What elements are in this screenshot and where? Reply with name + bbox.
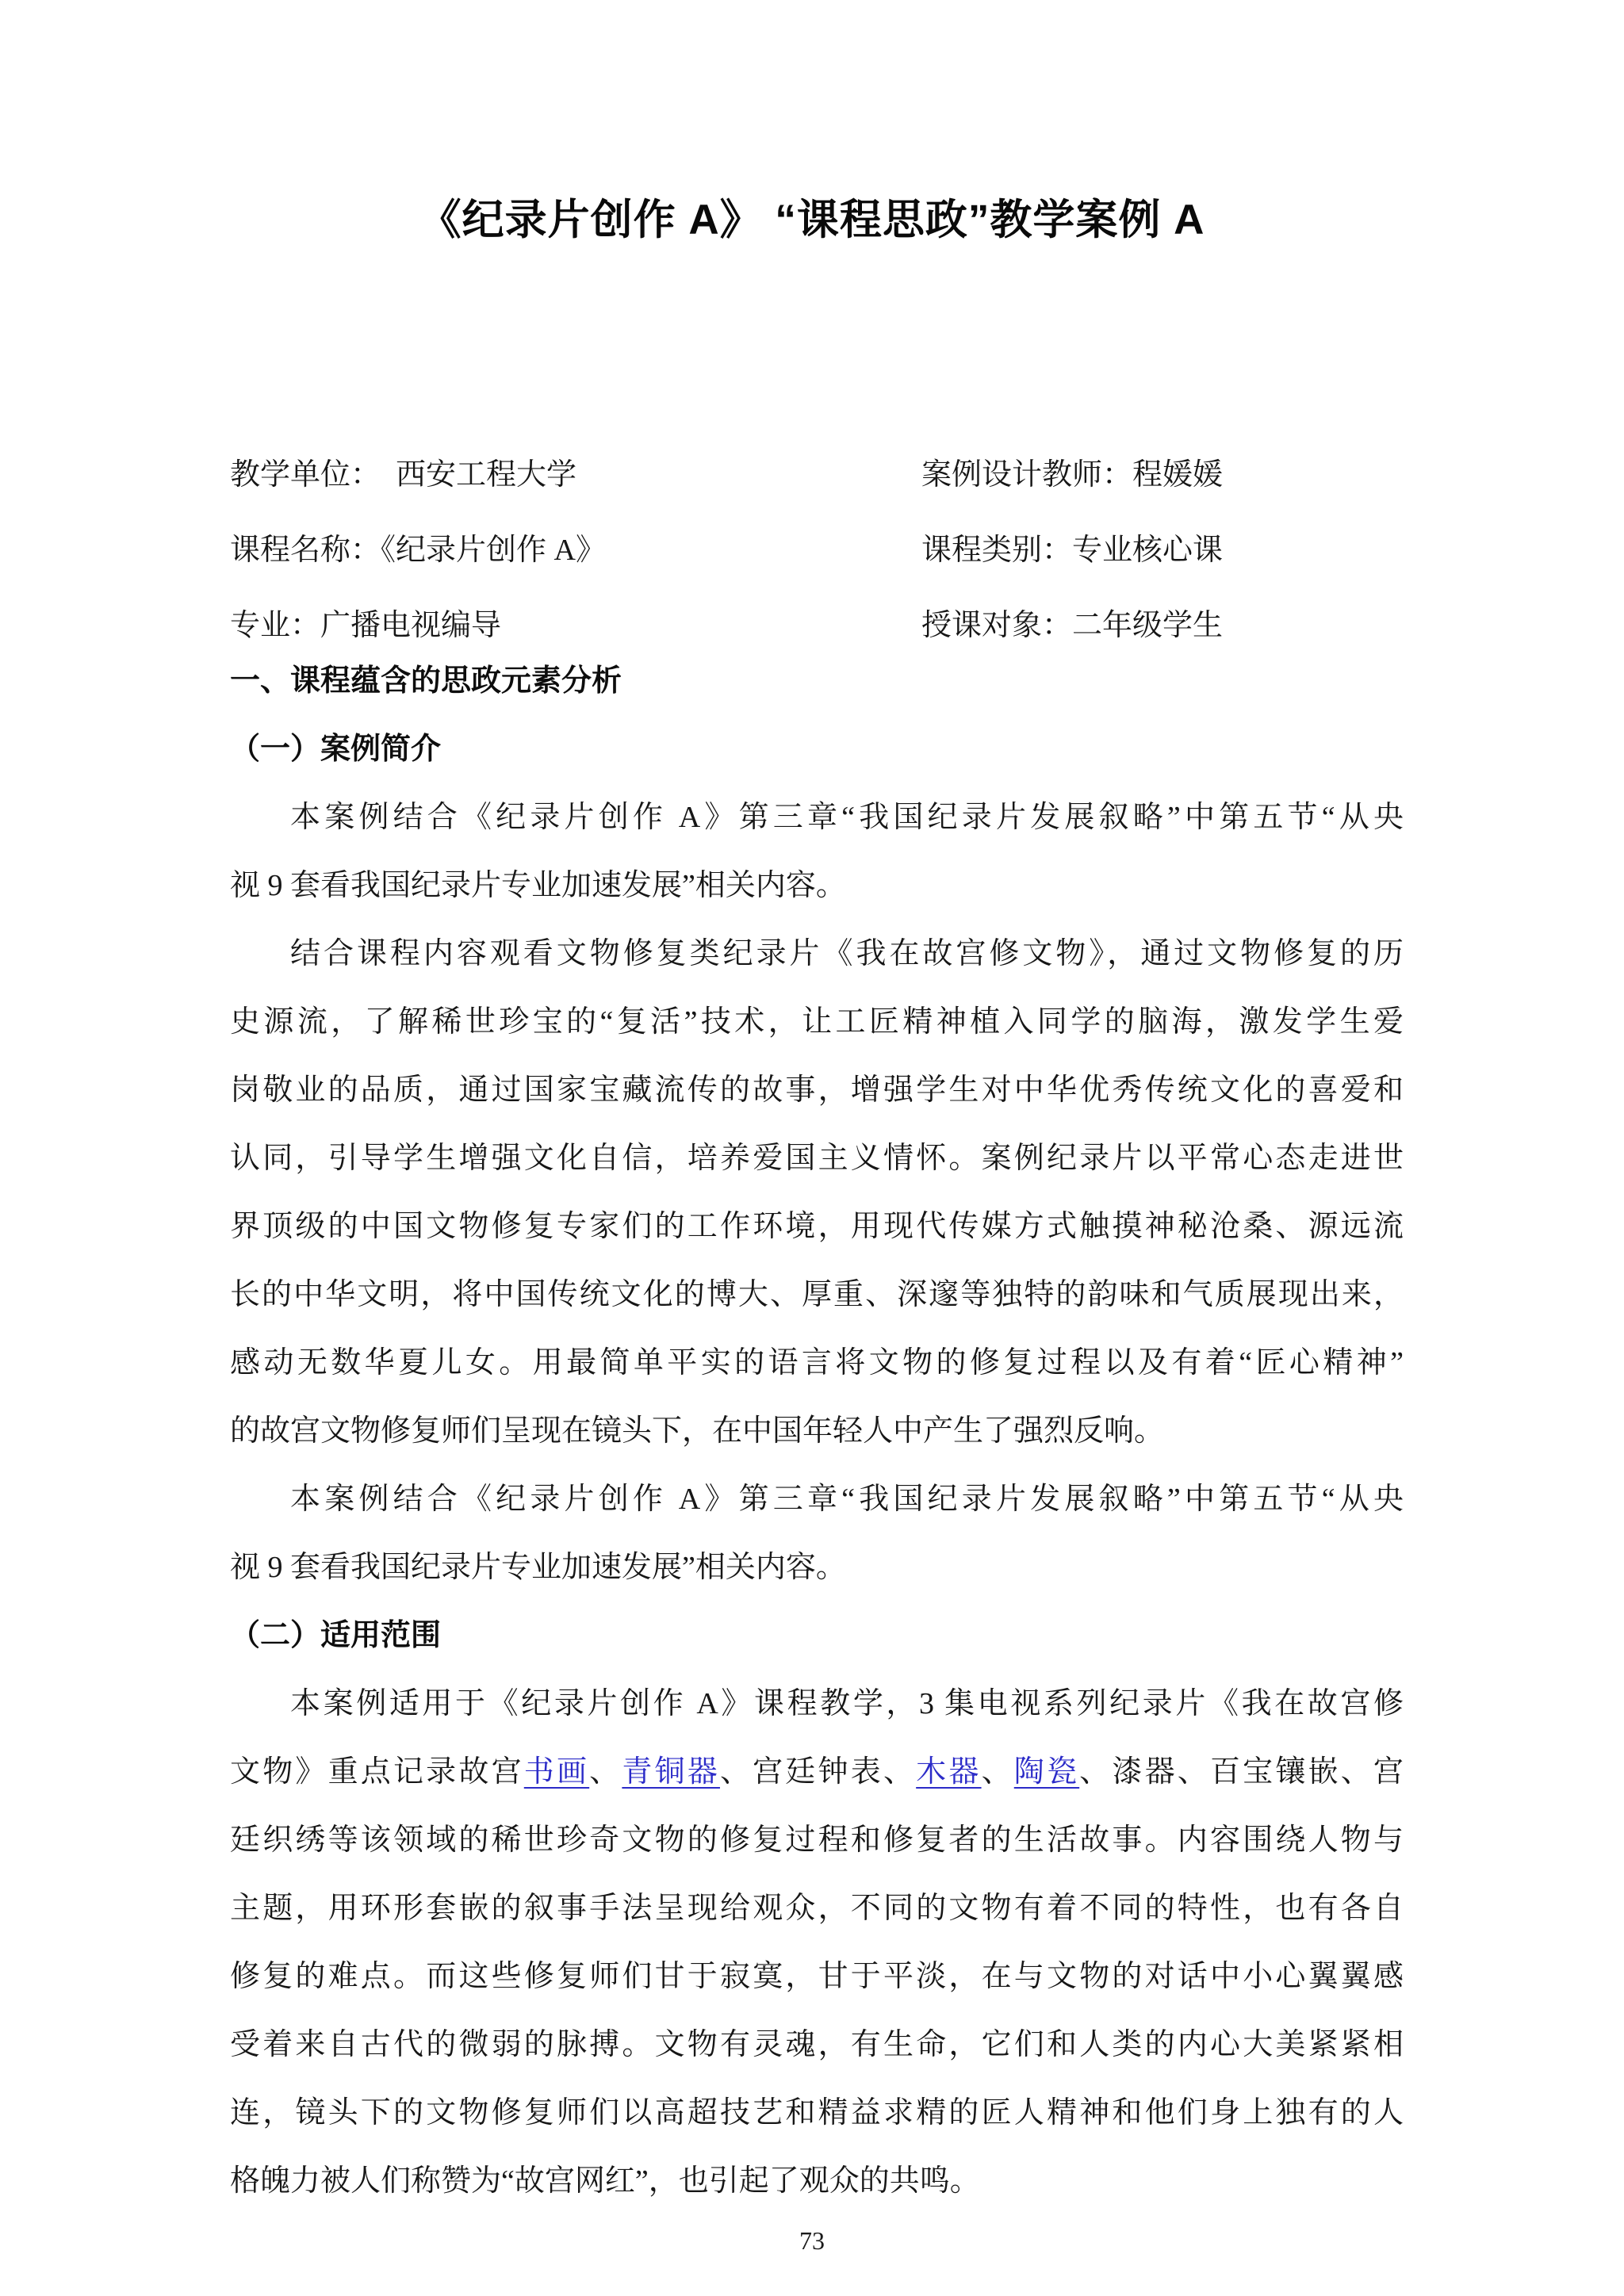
major: 专业：广播电视编导 — [230, 609, 502, 642]
body-line: 连，镜头下的文物修复师们以高超技艺和精益求精的匠人精神和他们身上独有的人 — [230, 2096, 1404, 2130]
link-taoci[interactable]: 陶瓷 — [1013, 1755, 1080, 1789]
body-line: 主题，用环形套嵌的叙事手法呈现给观众，不同的文物有着不同的特性，也有各自 — [230, 1892, 1404, 1925]
link-muqi[interactable]: 木器 — [916, 1755, 982, 1789]
body-line: 史源流，了解稀世珍宝的“复活”技术，让工匠精神植入同学的脑海，激发学生爱 — [230, 1005, 1404, 1039]
body-line: 长的中华文明，将中国传统文化的博大、厚重、深邃等独特的韵味和气质展现出来， — [230, 1278, 1404, 1311]
teaching-unit: 教学单位： 西安工程大学 — [230, 458, 577, 492]
body-line: 视 9 套看我国纪录片专业加速发展”相关内容。 — [230, 869, 846, 902]
body-line: 本案例结合《纪录片创作 A》第三章“我国纪录片发展叙略”中第五节“从央 — [290, 801, 1404, 834]
body-line: 廷织绣等该领域的稀世珍奇文物的修复过程和修复者的生活故事。内容围绕人物与 — [230, 1823, 1404, 1857]
course-meta-block — [230, 438, 1404, 664]
text-run: 、漆器、百宝镶嵌、宫 — [1079, 1755, 1404, 1789]
text-run: 、宫廷钟表、 — [719, 1755, 917, 1789]
body-line: 结合课程内容观看文物修复类纪录片《我在故宫修文物》，通过文物修复的历 — [290, 937, 1404, 970]
case-designer: 案例设计教师：程媛媛 — [921, 458, 1224, 492]
body-line: 视 9 套看我国纪录片专业加速发展”相关内容。 — [230, 1551, 846, 1584]
meta-row-1 — [230, 438, 1404, 513]
section-heading-1: 一、课程蕴含的思政元素分析 — [230, 664, 622, 698]
body-lines — [230, 647, 1404, 2215]
body-line: 岗敬业的品质，通过国家宝藏流传的故事，增强学生对中华优秀传统文化的喜爱和 — [230, 1073, 1404, 1107]
meta-row-2 — [230, 513, 1404, 588]
course-category: 课程类别：专业核心课 — [921, 534, 1224, 567]
subsection-heading-2: （二）适用范围 — [230, 1619, 442, 1652]
text-run: 、 — [981, 1755, 1014, 1789]
text-run: 文物》重点记录故宫 — [230, 1755, 524, 1789]
body-line: 受着来自古代的微弱的脉搏。文物有灵魂，有生命，它们和人类的内心大美紧紧相 — [230, 2028, 1404, 2061]
body-line: 本案例适用于《纪录片创作 A》课程教学，3 集电视系列纪录片《我在故宫修 — [290, 1687, 1404, 1720]
link-shuhua[interactable]: 书画 — [523, 1755, 590, 1789]
document-title: 《纪录片创作 A》 “课程思政”教学案例 A — [419, 197, 1205, 243]
body-line: 认同，引导学生增强文化自信，培养爱国主义情怀。案例纪录片以平常心态走进世 — [230, 1142, 1404, 1175]
teaching-audience: 授课对象：二年级学生 — [921, 609, 1224, 642]
subsection-heading-1: （一）案例简介 — [230, 733, 442, 766]
page-number: 73 — [799, 2226, 825, 2255]
body-line-with-links — [230, 1738, 1404, 1806]
body-line: 界顶级的中国文物修复专家们的工作环境，用现代传媒方式触摸神秘沧桑、源远流 — [230, 1210, 1404, 1243]
course-name: 课程名称：《纪录片创作 A》 — [230, 534, 606, 567]
body-line: 本案例结合《纪录片创作 A》第三章“我国纪录片发展叙略”中第五节“从央 — [290, 1483, 1404, 1516]
body-line: 格魄力被人们称赞为“故宫网红”，也引起了观众的共鸣。 — [230, 2164, 980, 2198]
text-run: 、 — [589, 1755, 622, 1789]
body-line: 的故宫文物修复师们呈现在镜头下，在中国年轻人中产生了强烈反响。 — [230, 1414, 1165, 1448]
body-line: 修复的难点。而这些修复师们甘于寂寞，甘于平淡，在与文物的对话中小心翼翼感 — [230, 1960, 1404, 1993]
link-qingtongqi[interactable]: 青铜器 — [622, 1755, 720, 1789]
body-line: 感动无数华夏儿女。用最简单平实的语言将文物的修复过程以及有着“匠心精神” — [230, 1346, 1404, 1380]
